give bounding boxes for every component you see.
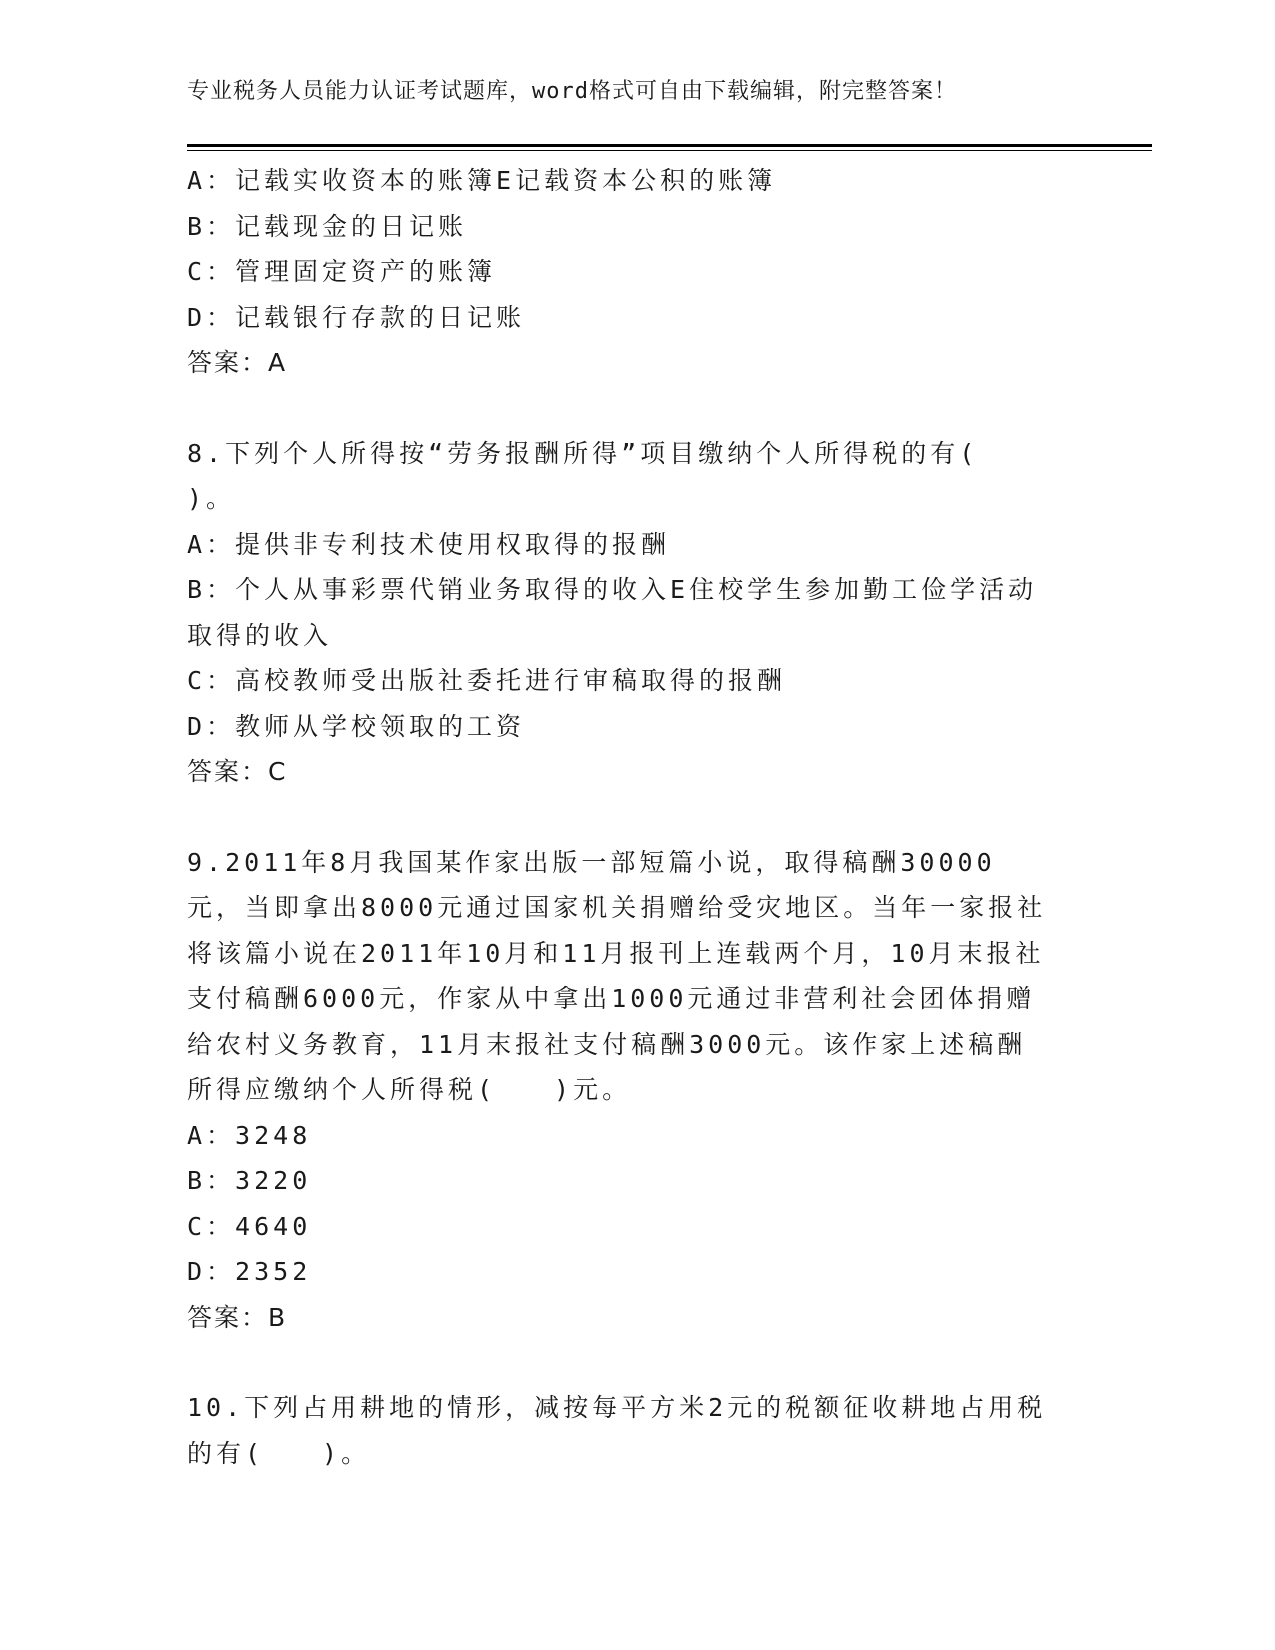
answer: 答案：A [187, 348, 288, 377]
option-d: D：2352 [187, 1257, 312, 1286]
option-d: D：记载银行存款的日记账 [187, 302, 526, 332]
spacer [187, 386, 1087, 431]
question-stem: 8.下列个人所得按“劳务报酬所得”项目缴纳个人所得税的有( )。 [187, 438, 1037, 513]
option-b: B：个人从事彩票代销业务取得的收入E住校学生参加勤工俭学活动取得的收入 [187, 575, 1038, 650]
header-rule-thin [187, 150, 1152, 151]
option-c: C：4640 [187, 1211, 312, 1241]
option-a: A：提供非专利技术使用权取得的报酬 [187, 529, 671, 559]
answer: 答案：B [187, 1302, 288, 1332]
option-b: B：3220 [187, 1166, 312, 1195]
question-9 [187, 840, 1087, 1341]
option-d: D：教师从学校领取的工资 [187, 711, 526, 741]
option-b: B：记载现金的日记账 [187, 211, 468, 241]
question-stem: 10.下列占用耕地的情形，减按每平方米2元的税额征收耕地占用税的有( )。 [187, 1393, 1047, 1468]
answer: 答案：C [187, 757, 288, 786]
question-list [187, 158, 1087, 1476]
question-7 [187, 158, 1087, 386]
header-rule-thick [187, 144, 1152, 147]
question-stem: 9.2011年8月我国某作家出版一部短篇小说，取得稿酬30000元，当即拿出8000元通过国家机关捐赠给受灾地区。当年一家报社将该篇小说在2011年10月和11月报刊上连载两个月，10月末报社支付稿酬6000元，作家从中拿出1000元通过非营利社会团体捐赠给农村义务教育，11月末报社支付稿酬3000元。该作家上述稿酬所得应缴纳个人所得税( )元。 [187, 847, 1047, 1104]
spacer [187, 795, 1087, 840]
spacer [187, 1340, 1087, 1385]
option-a: A：3248 [187, 1120, 312, 1150]
option-c: C：管理固定资产的账簿 [187, 257, 497, 286]
option-c: C：高校教师受出版社委托进行审稿取得的报酬 [187, 666, 787, 695]
question-10 [187, 1385, 1087, 1476]
question-8 [187, 431, 1087, 795]
option-a: A：记载实收资本的账簿E记载资本公积的账簿 [187, 166, 777, 195]
page-header: 专业税务人员能力认证考试题库，word格式可自由下载编辑，附完整答案！ [187, 79, 957, 104]
